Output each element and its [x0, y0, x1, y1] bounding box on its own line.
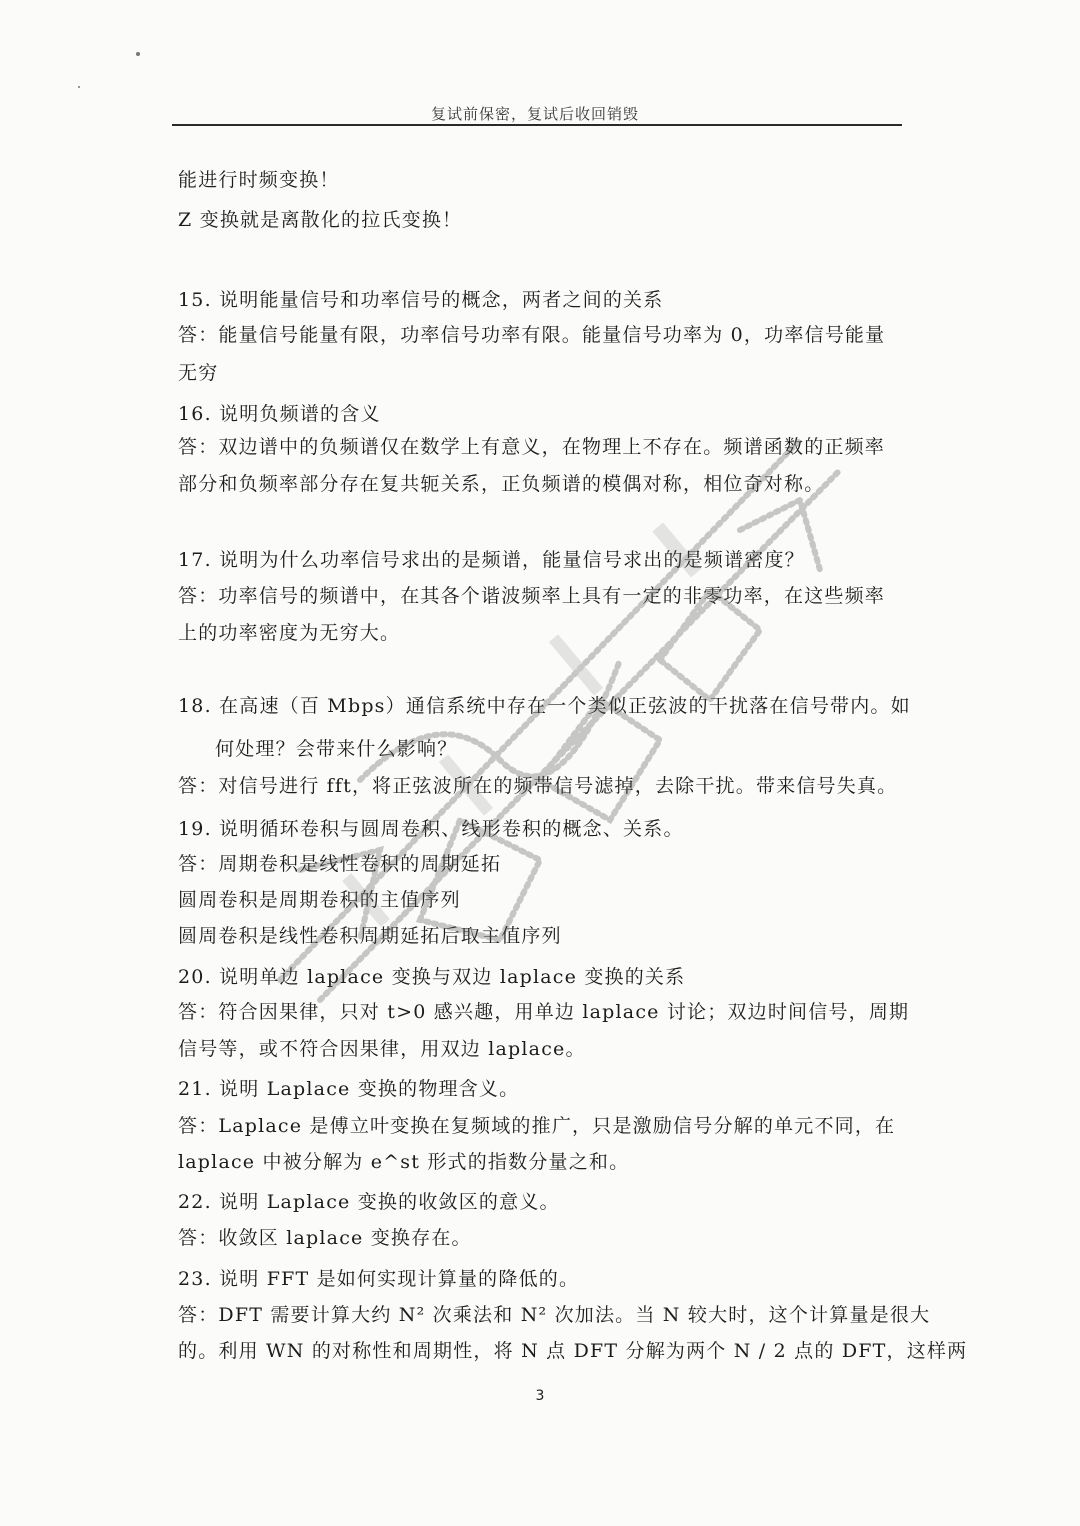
answer-line: 答：DFT 需要计算大约 N² 次乘法和 N² 次加法。当 N 较大时，这个计算量是很大 — [178, 1304, 931, 1326]
question-16: 16. 说明负频谱的含义 — [178, 403, 381, 425]
question-23: 23. 说明 FFT 是如何实现计算量的降低的。 — [178, 1268, 580, 1290]
question-20: 20. 说明单边 laplace 变换与双边 laplace 变换的关系 — [178, 966, 686, 988]
answer-line: 答：收敛区 laplace 变换存在。 — [178, 1227, 472, 1249]
confidential-header: 复试前保密，复试后收回销毁 — [430, 105, 639, 123]
answer-line: 答：周期卷积是线性卷积的周期延拓 — [178, 853, 502, 875]
answer-line: 信号等，或不符合因果律，用双边 laplace。 — [178, 1038, 586, 1060]
question-15: 15. 说明能量信号和功率信号的概念，两者之间的关系 — [178, 289, 664, 311]
answer-line: 部分和负频率部分存在复共轭关系，正负频谱的模偶对称，相位奇对称。 — [178, 473, 825, 495]
answer-line: 答：对信号进行 fft，将正弦波所在的频带信号滤掉，去除干扰。带来信号失真。 — [178, 775, 898, 797]
answer-line: 答：符合因果律，只对 t>0 感兴趣，用单边 laplace 讨论；双边时间信号，周期 — [178, 1001, 910, 1023]
answer-line: laplace 中被分解为 e^st 形式的指数分量之和。 — [178, 1151, 630, 1173]
answer-line: 的。利用 WN 的对称性和周期性，将 N 点 DFT 分解为两个 N / 2 点的 DFT，这样两 — [178, 1340, 968, 1362]
answer-line: 答：功率信号的频谱中，在其各个谐波频率上具有一定的非零功率，在这些频率 — [178, 585, 886, 607]
question-21: 21. 说明 Laplace 变换的物理含义。 — [178, 1078, 520, 1100]
header-rule — [172, 124, 902, 126]
answer-line: 答：能量信号能量有限，功率信号功率有限。能量信号功率为 0，功率信号能量 — [178, 324, 886, 346]
answer-line: 答：双边谱中的负频谱仅在数学上有意义，在物理上不存在。频谱函数的正频率 — [178, 436, 886, 458]
answer-line: 圆周卷积是周期卷积的主值序列 — [178, 889, 461, 911]
answer-line: 圆周卷积是线性卷积周期延拓后取主值序列 — [178, 925, 562, 947]
answer-line: 答：Laplace 是傅立叶变换在复频域的推广，只是激励信号分解的单元不同，在 — [178, 1115, 896, 1137]
scan-speck — [136, 52, 140, 56]
question-17: 17. 说明为什么功率信号求出的是频谱，能量信号求出的是频谱密度？ — [178, 549, 805, 571]
page-number: 3 — [535, 1388, 545, 1404]
question-19: 19. 说明循环卷积与圆周卷积、线形卷积的概念、关系。 — [178, 818, 684, 840]
text-line: Z 变换就是离散化的拉氏变换！ — [178, 209, 463, 231]
text-line: 能进行时频变换！ — [178, 169, 340, 191]
scan-speck — [78, 86, 80, 88]
question-18-continued: 何处理？会带来什么影响？ — [215, 738, 458, 760]
question-18: 18. 在高速（百 Mbps）通信系统中存在一个类似正弦波的干扰落在信号带内。如 — [178, 695, 911, 717]
answer-line: 上的功率密度为无穷大。 — [178, 622, 401, 644]
answer-line: 无穷 — [178, 362, 219, 384]
question-22: 22. 说明 Laplace 变换的收敛区的意义。 — [178, 1191, 560, 1213]
